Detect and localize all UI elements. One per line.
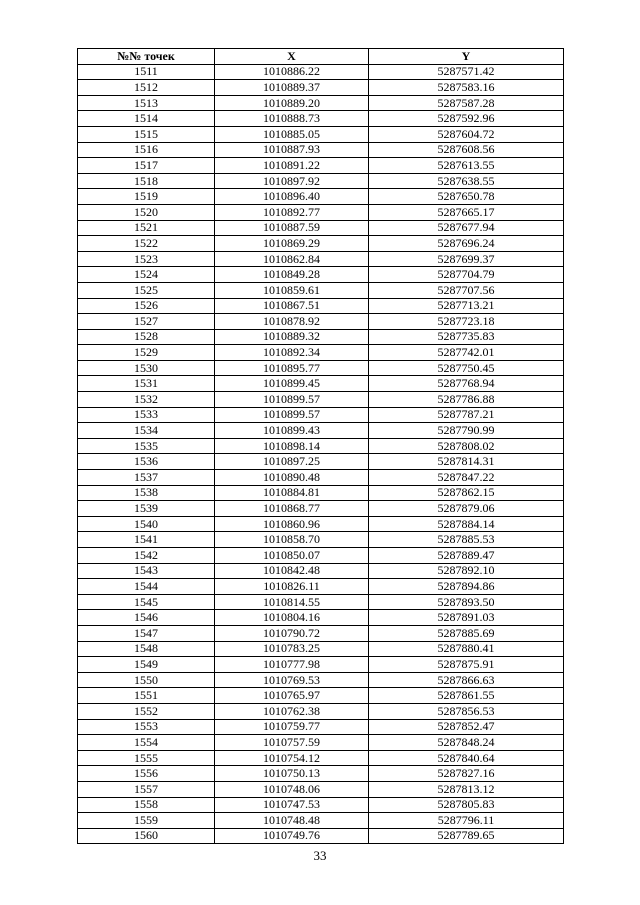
y-cell: 5287847.22 (369, 470, 564, 486)
x-cell: 1010858.70 (215, 532, 369, 548)
y-cell: 5287790.99 (369, 423, 564, 439)
x-cell: 1010885.05 (215, 126, 369, 142)
table-row (78, 282, 564, 298)
table-row (78, 329, 564, 345)
x-cell: 1010842.48 (215, 563, 369, 579)
y-cell: 5287827.16 (369, 766, 564, 782)
table-row (78, 189, 564, 205)
point-number-cell: 1547 (78, 625, 215, 641)
x-cell: 1010859.61 (215, 282, 369, 298)
y-cell: 5287768.94 (369, 376, 564, 392)
header-row (78, 49, 564, 65)
x-cell: 1010896.40 (215, 189, 369, 205)
y-cell: 5287713.21 (369, 298, 564, 314)
y-cell: 5287583.16 (369, 80, 564, 96)
point-number-cell: 1517 (78, 158, 215, 174)
point-number-cell: 1527 (78, 314, 215, 330)
table-row (78, 251, 564, 267)
y-cell: 5287677.94 (369, 220, 564, 236)
point-number-cell: 1552 (78, 703, 215, 719)
point-number-cell: 1548 (78, 641, 215, 657)
table-row (78, 142, 564, 158)
point-number-cell: 1549 (78, 657, 215, 673)
x-cell: 1010750.13 (215, 766, 369, 782)
x-cell: 1010897.25 (215, 454, 369, 470)
x-cell: 1010769.53 (215, 672, 369, 688)
x-cell: 1010892.77 (215, 204, 369, 220)
point-number-cell: 1529 (78, 345, 215, 361)
table-row (78, 579, 564, 595)
table-row (78, 345, 564, 361)
table-row (78, 625, 564, 641)
y-cell: 5287893.50 (369, 594, 564, 610)
x-cell: 1010887.93 (215, 142, 369, 158)
table-row (78, 314, 564, 330)
y-cell: 5287852.47 (369, 719, 564, 735)
point-number-cell: 1530 (78, 360, 215, 376)
x-cell: 1010749.76 (215, 828, 369, 844)
table-row (78, 173, 564, 189)
y-cell: 5287696.24 (369, 236, 564, 252)
table-row (78, 781, 564, 797)
table-row (78, 407, 564, 423)
y-cell: 5287814.31 (369, 454, 564, 470)
y-cell: 5287665.17 (369, 204, 564, 220)
x-cell: 1010886.22 (215, 64, 369, 80)
y-cell: 5287789.65 (369, 828, 564, 844)
x-cell: 1010849.28 (215, 267, 369, 283)
y-cell: 5287592.96 (369, 111, 564, 127)
y-cell: 5287723.18 (369, 314, 564, 330)
y-cell: 5287875.91 (369, 657, 564, 673)
x-cell: 1010878.92 (215, 314, 369, 330)
point-number-cell: 1528 (78, 329, 215, 345)
x-cell: 1010860.96 (215, 516, 369, 532)
x-cell: 1010899.43 (215, 423, 369, 439)
x-cell: 1010765.97 (215, 688, 369, 704)
table-row (78, 735, 564, 751)
x-cell: 1010748.06 (215, 781, 369, 797)
x-cell: 1010747.53 (215, 797, 369, 813)
point-number-cell: 1533 (78, 407, 215, 423)
point-number-cell: 1538 (78, 485, 215, 501)
table-row (78, 563, 564, 579)
y-cell: 5287604.72 (369, 126, 564, 142)
table-row (78, 126, 564, 142)
point-number-cell: 1535 (78, 438, 215, 454)
table-row (78, 392, 564, 408)
y-cell: 5287808.02 (369, 438, 564, 454)
x-cell: 1010899.57 (215, 392, 369, 408)
point-number-cell: 1522 (78, 236, 215, 252)
point-number-cell: 1518 (78, 173, 215, 189)
point-number-cell: 1556 (78, 766, 215, 782)
table-row (78, 423, 564, 439)
point-number-cell: 1511 (78, 64, 215, 80)
point-number-cell: 1526 (78, 298, 215, 314)
y-cell: 5287840.64 (369, 750, 564, 766)
y-cell: 5287608.56 (369, 142, 564, 158)
y-cell: 5287707.56 (369, 282, 564, 298)
table-row (78, 672, 564, 688)
x-cell: 1010850.07 (215, 548, 369, 564)
y-cell: 5287861.55 (369, 688, 564, 704)
point-number-cell: 1516 (78, 142, 215, 158)
point-number-cell: 1519 (78, 189, 215, 205)
page-number: 33 (313, 848, 327, 863)
y-cell: 5287894.86 (369, 579, 564, 595)
table-row (78, 80, 564, 96)
x-cell: 1010892.34 (215, 345, 369, 361)
table-row (78, 548, 564, 564)
point-number-cell: 1531 (78, 376, 215, 392)
y-cell: 5287587.28 (369, 95, 564, 111)
table-header (78, 49, 564, 65)
table-row (78, 298, 564, 314)
y-cell: 5287805.83 (369, 797, 564, 813)
x-cell: 1010890.48 (215, 470, 369, 486)
x-cell: 1010804.16 (215, 610, 369, 626)
table-row (78, 236, 564, 252)
y-cell: 5287856.53 (369, 703, 564, 719)
y-cell: 5287879.06 (369, 501, 564, 517)
x-cell: 1010777.98 (215, 657, 369, 673)
point-number-cell: 1523 (78, 251, 215, 267)
point-number-cell: 1560 (78, 828, 215, 844)
x-cell: 1010889.20 (215, 95, 369, 111)
point-number-cell: 1514 (78, 111, 215, 127)
x-cell: 1010887.59 (215, 220, 369, 236)
y-cell: 5287571.42 (369, 64, 564, 80)
y-cell: 5287613.55 (369, 158, 564, 174)
table-row (78, 111, 564, 127)
coordinates-table (77, 48, 564, 844)
x-cell: 1010757.59 (215, 735, 369, 751)
table-row (78, 594, 564, 610)
x-cell: 1010748.48 (215, 813, 369, 829)
x-cell: 1010891.22 (215, 158, 369, 174)
point-number-cell: 1521 (78, 220, 215, 236)
y-cell: 5287813.12 (369, 781, 564, 797)
point-number-cell: 1537 (78, 470, 215, 486)
table-row (78, 750, 564, 766)
y-cell: 5287866.63 (369, 672, 564, 688)
point-number-cell: 1520 (78, 204, 215, 220)
point-number-cell: 1513 (78, 95, 215, 111)
x-cell: 1010759.77 (215, 719, 369, 735)
table-row (78, 532, 564, 548)
point-number-cell: 1515 (78, 126, 215, 142)
table-row (78, 610, 564, 626)
table-row (78, 797, 564, 813)
x-cell: 1010895.77 (215, 360, 369, 376)
point-number-cell: 1544 (78, 579, 215, 595)
point-number-cell: 1545 (78, 594, 215, 610)
point-number-cell: 1532 (78, 392, 215, 408)
y-cell: 5287892.10 (369, 563, 564, 579)
point-number-cell: 1555 (78, 750, 215, 766)
y-cell: 5287796.11 (369, 813, 564, 829)
table-row (78, 470, 564, 486)
y-cell: 5287848.24 (369, 735, 564, 751)
point-number-cell: 1540 (78, 516, 215, 532)
table-row (78, 158, 564, 174)
header-y: Y (369, 49, 564, 65)
x-cell: 1010862.84 (215, 251, 369, 267)
table-row (78, 766, 564, 782)
header-x: X (215, 49, 369, 65)
point-number-cell: 1542 (78, 548, 215, 564)
table-row (78, 485, 564, 501)
point-number-cell: 1554 (78, 735, 215, 751)
table-row (78, 454, 564, 470)
x-cell: 1010762.38 (215, 703, 369, 719)
x-cell: 1010899.57 (215, 407, 369, 423)
x-cell: 1010897.92 (215, 173, 369, 189)
x-cell: 1010814.55 (215, 594, 369, 610)
point-number-cell: 1534 (78, 423, 215, 439)
table-row (78, 376, 564, 392)
point-number-cell: 1550 (78, 672, 215, 688)
table-row (78, 828, 564, 844)
table-row (78, 516, 564, 532)
y-cell: 5287862.15 (369, 485, 564, 501)
table-body (78, 64, 564, 844)
point-number-cell: 1559 (78, 813, 215, 829)
y-cell: 5287786.88 (369, 392, 564, 408)
table-row (78, 220, 564, 236)
header-point-number: №№ точек (78, 49, 215, 65)
table-row (78, 657, 564, 673)
table-row (78, 719, 564, 735)
point-number-cell: 1524 (78, 267, 215, 283)
y-cell: 5287638.55 (369, 173, 564, 189)
x-cell: 1010869.29 (215, 236, 369, 252)
x-cell: 1010899.45 (215, 376, 369, 392)
y-cell: 5287650.78 (369, 189, 564, 205)
point-number-cell: 1543 (78, 563, 215, 579)
point-number-cell: 1525 (78, 282, 215, 298)
point-number-cell: 1541 (78, 532, 215, 548)
table-row (78, 204, 564, 220)
y-cell: 5287889.47 (369, 548, 564, 564)
y-cell: 5287699.37 (369, 251, 564, 267)
table-row (78, 703, 564, 719)
x-cell: 1010868.77 (215, 501, 369, 517)
table-row (78, 641, 564, 657)
x-cell: 1010754.12 (215, 750, 369, 766)
point-number-cell: 1536 (78, 454, 215, 470)
y-cell: 5287704.79 (369, 267, 564, 283)
y-cell: 5287891.03 (369, 610, 564, 626)
x-cell: 1010783.25 (215, 641, 369, 657)
point-number-cell: 1558 (78, 797, 215, 813)
y-cell: 5287750.45 (369, 360, 564, 376)
point-number-cell: 1551 (78, 688, 215, 704)
x-cell: 1010898.14 (215, 438, 369, 454)
point-number-cell: 1557 (78, 781, 215, 797)
table-row (78, 688, 564, 704)
x-cell: 1010867.51 (215, 298, 369, 314)
point-number-cell: 1553 (78, 719, 215, 735)
table-row (78, 813, 564, 829)
y-cell: 5287742.01 (369, 345, 564, 361)
table-row (78, 501, 564, 517)
x-cell: 1010790.72 (215, 625, 369, 641)
table-row (78, 95, 564, 111)
y-cell: 5287880.41 (369, 641, 564, 657)
y-cell: 5287787.21 (369, 407, 564, 423)
y-cell: 5287884.14 (369, 516, 564, 532)
table-row (78, 267, 564, 283)
x-cell: 1010826.11 (215, 579, 369, 595)
table-row (78, 438, 564, 454)
y-cell: 5287885.69 (369, 625, 564, 641)
table-row (78, 360, 564, 376)
point-number-cell: 1546 (78, 610, 215, 626)
x-cell: 1010884.81 (215, 485, 369, 501)
x-cell: 1010889.32 (215, 329, 369, 345)
y-cell: 5287735.83 (369, 329, 564, 345)
x-cell: 1010888.73 (215, 111, 369, 127)
x-cell: 1010889.37 (215, 80, 369, 96)
table-row (78, 64, 564, 80)
point-number-cell: 1512 (78, 80, 215, 96)
point-number-cell: 1539 (78, 501, 215, 517)
y-cell: 5287885.53 (369, 532, 564, 548)
